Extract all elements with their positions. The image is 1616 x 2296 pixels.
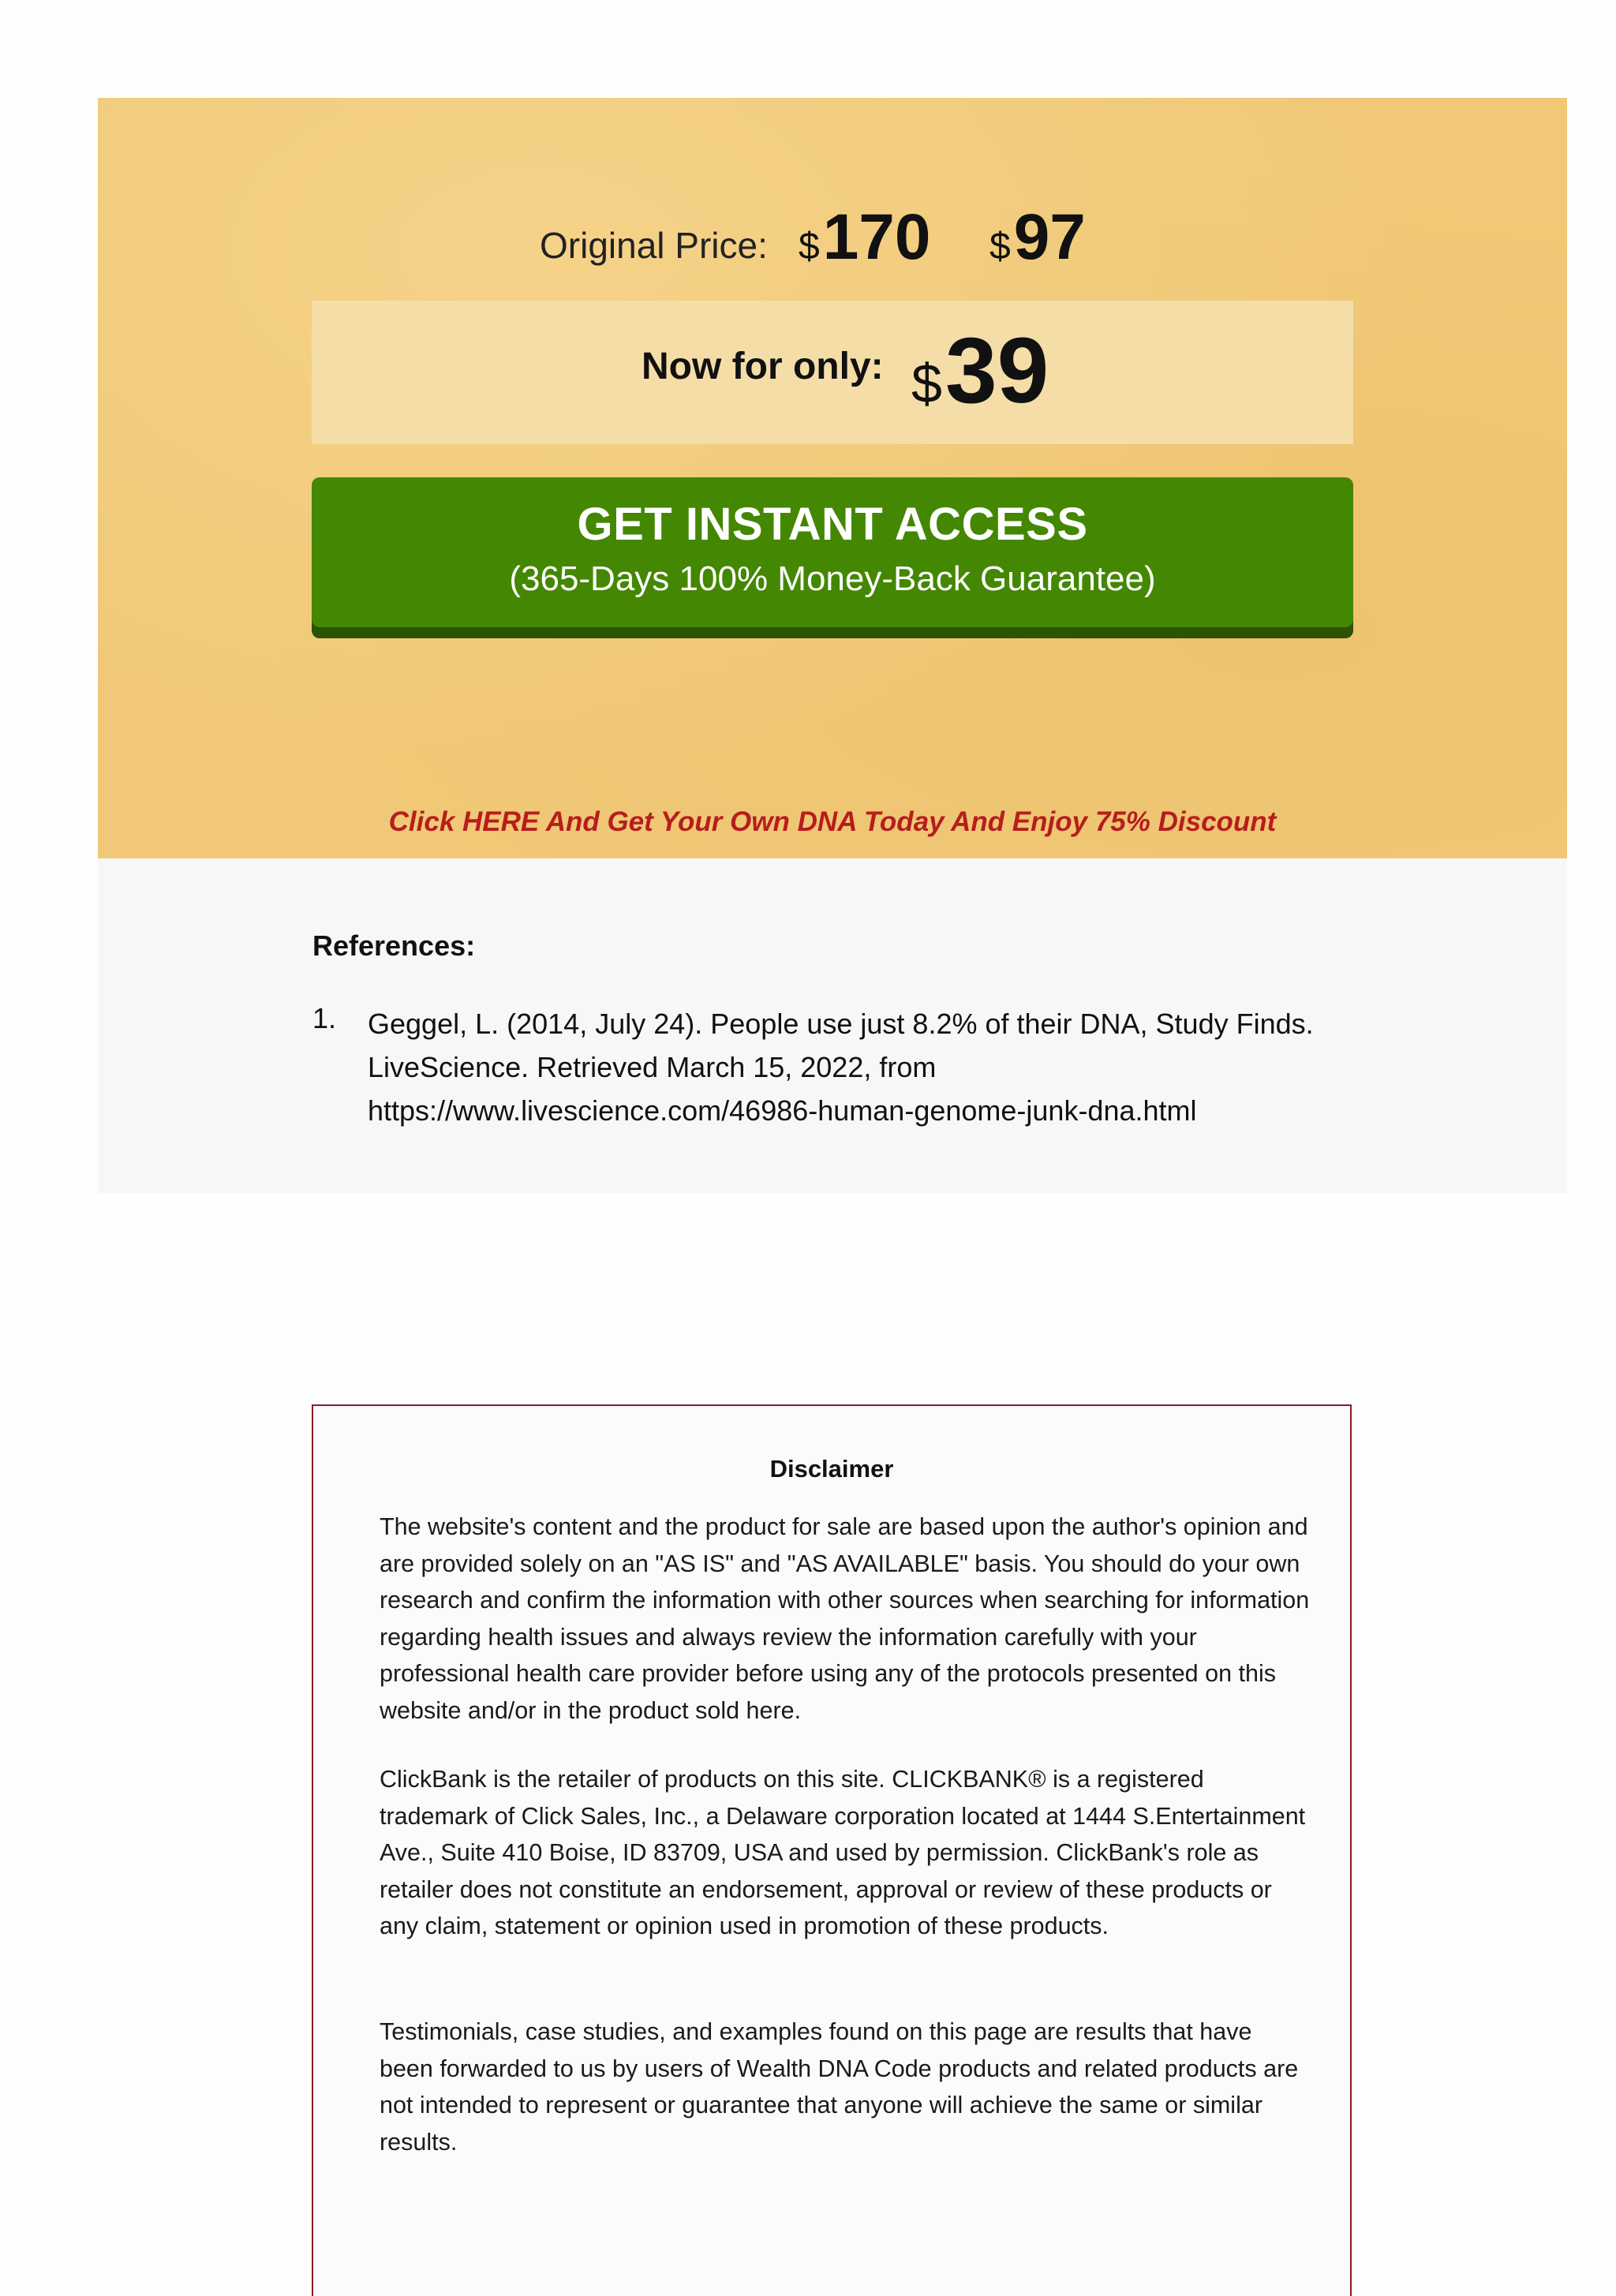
disclaimer-paragraph: Testimonials, case studies, and examples found on this page are results that have been forwarded to us by users of Wealth DNA Code products and related products are not intended to represent or guarantee that anyone will achieve the same or similar results. [380, 2018, 1299, 2156]
currency-symbol: $ [911, 353, 942, 414]
currency-symbol: $ [799, 226, 820, 267]
cta-subtitle: (365-Days 100% Money-Back Guarantee) [509, 559, 1156, 598]
disclaimer-box [312, 1404, 1352, 2296]
original-price-1 [799, 200, 931, 275]
disclaimer-title: Disclaimer [769, 1455, 894, 1483]
original-price-label: Original Price: [540, 225, 768, 266]
original-price-2 [989, 200, 1086, 275]
references-section [98, 858, 1567, 1193]
disclaimer-paragraph: The website's content and the product for sale are based upon the author's opinion and are provided solely on an "AS IS" and "AS AVAILABLE" basis. You should do your own research and confirm the information with other sources when searching for information regarding health issues and always review the information carefully with your professional health care provider before using any of the protocols presented on this website and/or in the product sold here. [380, 1513, 1310, 1724]
get-instant-access-button[interactable] [312, 477, 1353, 627]
current-price-box [312, 301, 1353, 444]
pricing-section [98, 98, 1567, 858]
references-heading: References: [312, 929, 476, 962]
original-price-2-value: 97 [1013, 201, 1086, 273]
reference-text: Geggel, L. (2014, July 24). People use just 8.2% of their DNA, Study Finds. LiveScience. Retrieved March 15, 2022, from https://www.livescience.com/46986-human-genome-junk-dna.html [368, 1008, 1314, 1127]
cta-title: GET INSTANT ACCESS [577, 499, 1088, 550]
disclaimer-paragraph: ClickBank is the retailer of products on this site. CLICKBANK® is a registered trademark of Click Sales, Inc., a Delaware corporation located at 1444 S.Entertainment Ave., Suite 410 Boise, ID 83709, USA and used by permission. ClickBank's role as retailer does not constitute an endorsement, approval or review of these products or any claim, statement or opinion used in promotion of these products. [380, 1766, 1306, 1939]
original-price-row [98, 200, 1567, 287]
current-price-label: Now for only: [642, 346, 884, 387]
reference-number: 1. [312, 1002, 337, 1034]
original-price-1-value: 170 [822, 201, 931, 273]
current-price [911, 319, 1049, 423]
currency-symbol: $ [989, 226, 1011, 267]
current-price-value: 39 [945, 319, 1049, 423]
discount-link[interactable]: Click HERE And Get Your Own DNA Today And Enjoy 75% Discount [388, 806, 1277, 837]
